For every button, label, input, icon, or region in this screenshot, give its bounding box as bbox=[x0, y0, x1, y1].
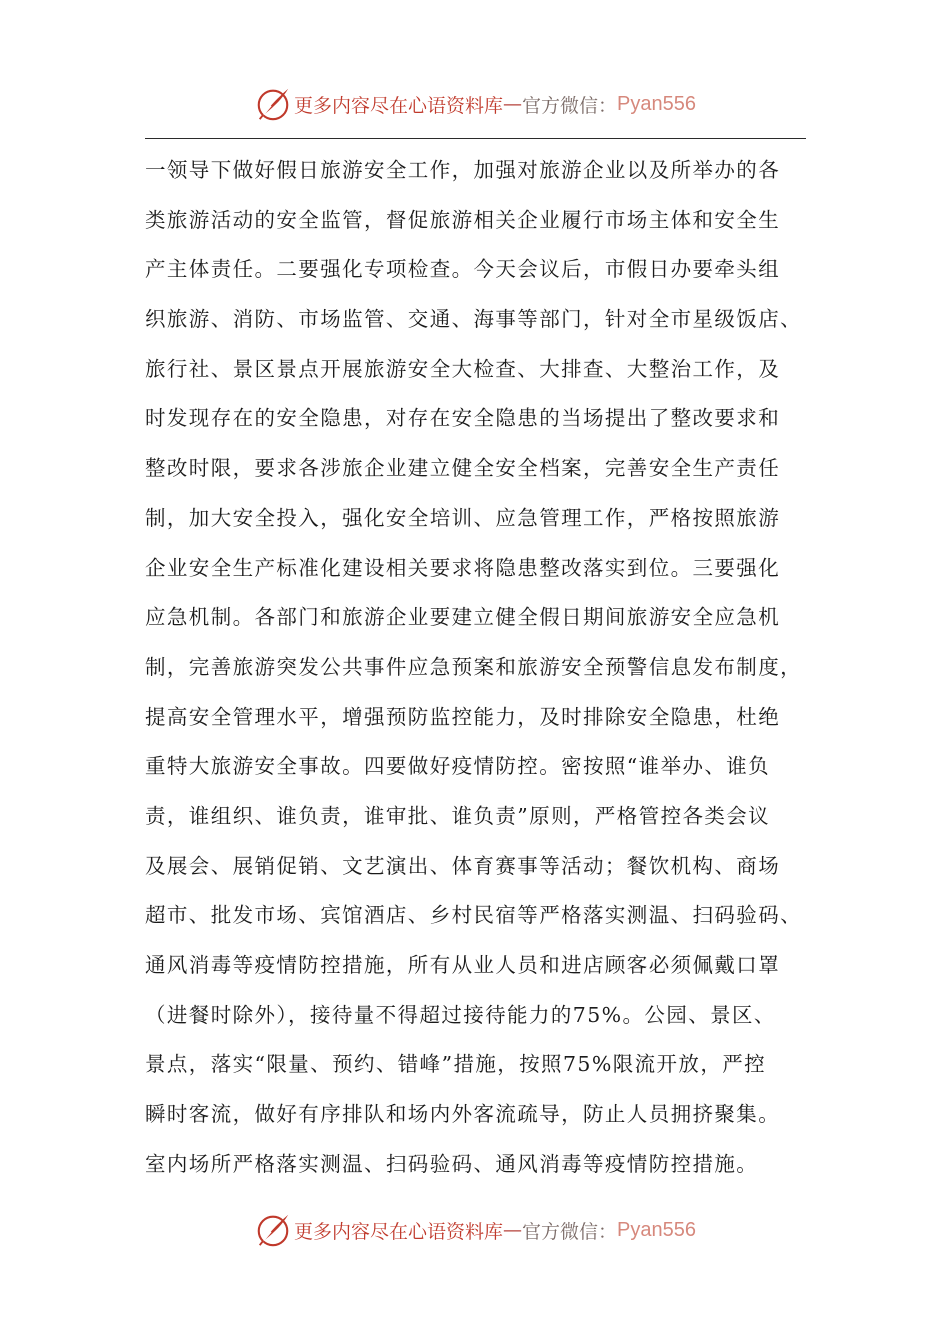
header-banner bbox=[0, 82, 950, 126]
quill-pen-logo-icon bbox=[254, 85, 292, 123]
text-line: 织旅游、消防、市场监管、交通、海事等部门，针对全市星级饭店、 bbox=[145, 307, 802, 332]
banner-separator: — bbox=[503, 1219, 523, 1241]
text-line: 提高安全管理水平，增强预防监控能力，及时排除安全隐患，杜绝 bbox=[145, 704, 781, 729]
text-line: 室内场所严格落实测温、扫码验码、通风消毒等疫情防控措施。 bbox=[145, 1151, 759, 1176]
banner-wechat-label: 官方微信： bbox=[522, 94, 618, 117]
banner-text: 更多内容尽在心语资料库 bbox=[294, 1220, 504, 1243]
banner-separator: — bbox=[503, 93, 523, 115]
text-line: 一领导下做好假日旅游安全工作，加强对旅游企业以及所举办的各 bbox=[145, 158, 781, 182]
text-line: 超市、批发市场、宾馆酒店、乡村民宿等严格落实测温、扫码验码、 bbox=[145, 903, 802, 928]
text-line: 产主体责任。二要强化专项检查。今天会议后，市假日办要牵头组 bbox=[145, 257, 781, 282]
text-line: 制，加大安全投入，强化安全培训、应急管理工作，严格按照旅游 bbox=[145, 505, 781, 530]
text-line: 景点，落实“限量、预约、错峰”措施，按照75%限流开放，严控 bbox=[145, 1052, 767, 1077]
text-line: 类旅游活动的安全监管，督促旅游相关企业履行市场主体和安全生 bbox=[145, 207, 781, 232]
banner-wechat-id: Pyan556 bbox=[617, 92, 696, 115]
text-line: 重特大旅游安全事故。四要做好疫情防控。密按照“谁举办、谁负 bbox=[145, 754, 771, 779]
text-line: 瞬时客流，做好有序排队和场内外客流疏导，防止人员拥挤聚集。 bbox=[145, 1102, 781, 1127]
text-line: 整改时限，要求各涉旅企业建立健全安全档案，完善安全生产责任 bbox=[145, 456, 781, 481]
text-line: 责，谁组织、谁负责，谁审批、谁负责”原则，严格管控各类会议 bbox=[145, 803, 771, 828]
banner-text: 更多内容尽在心语资料库 bbox=[294, 94, 504, 117]
text-line: 企业安全生产标准化建设相关要求将隐患整改落实到位。三要强化 bbox=[145, 555, 781, 580]
text-line: 时发现存在的安全隐患，对存在安全隐患的当场提出了整改要求和 bbox=[145, 406, 781, 431]
quill-pen-logo-icon bbox=[254, 1211, 292, 1249]
text-line: 及展会、展销促销、文艺演出、体育赛事等活动；餐饮机构、商场 bbox=[145, 853, 781, 878]
document-body bbox=[145, 146, 825, 1189]
text-line: 通风消毒等疫情防控措施，所有从业人员和进店顾客必须佩戴口罩 bbox=[145, 953, 781, 977]
text-line: 旅行社、景区景点开展旅游安全大检查、大排查、大整治工作，及 bbox=[145, 356, 781, 381]
text-line: （进餐时除外），接待量不得超过接待能力的75%。公园、景区、 bbox=[145, 1002, 776, 1027]
footer-banner bbox=[0, 1208, 950, 1252]
header-divider bbox=[145, 138, 806, 139]
banner-wechat-id: Pyan556 bbox=[617, 1218, 696, 1241]
banner-wechat-label: 官方微信： bbox=[522, 1220, 618, 1243]
text-line: 制，完善旅游突发公共事件应急预案和旅游安全预警信息发布制度， bbox=[145, 654, 802, 679]
text-line: 应急机制。各部门和旅游企业要建立健全假日期间旅游安全应急机 bbox=[145, 605, 781, 630]
